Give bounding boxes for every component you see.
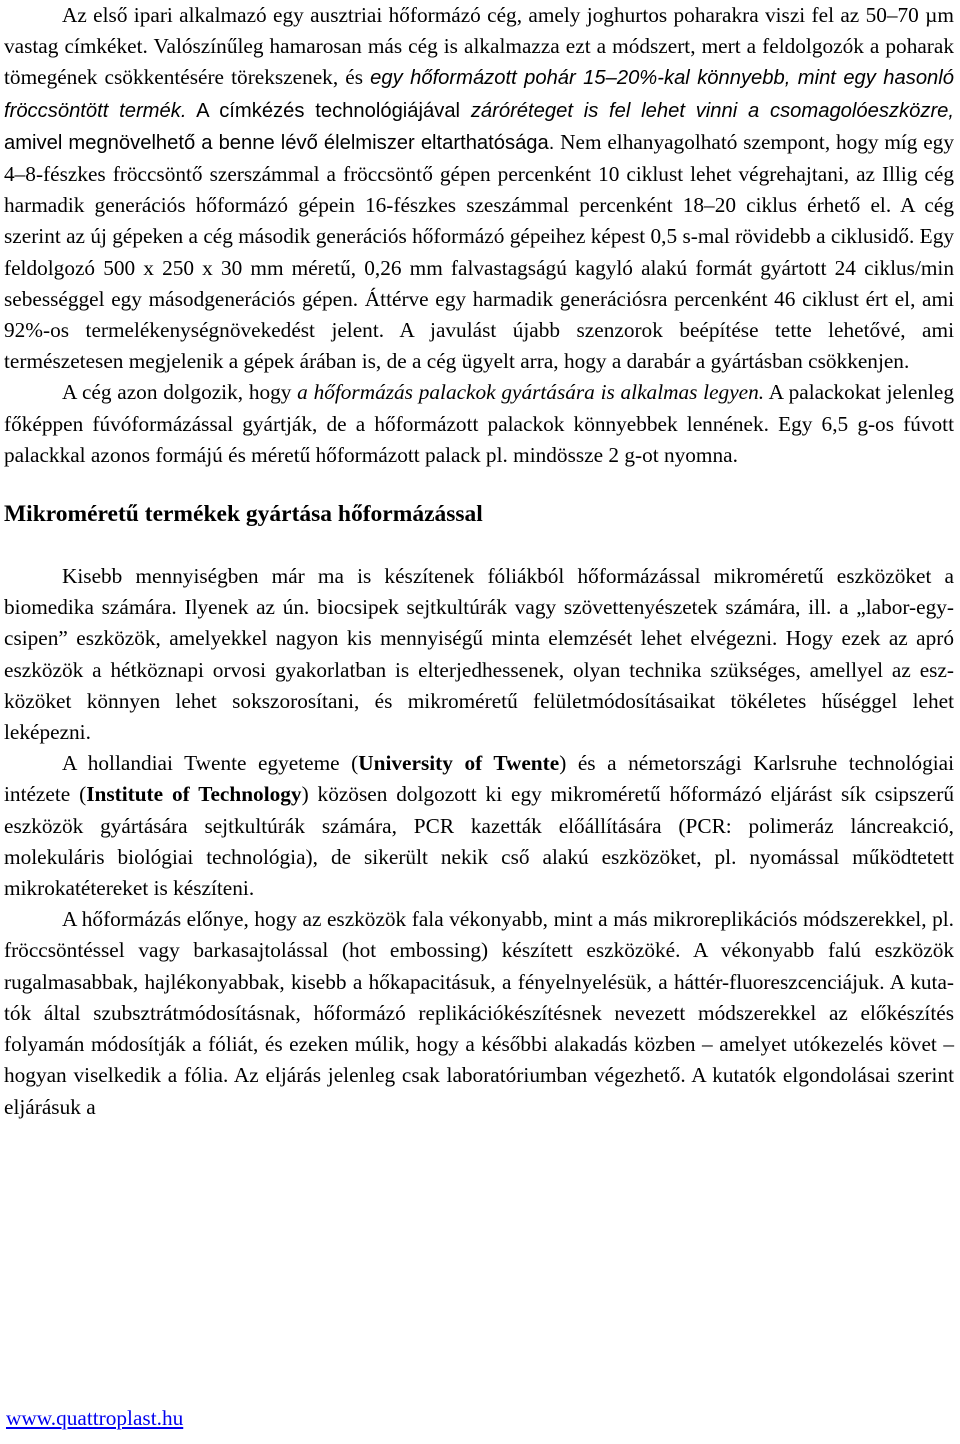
bold-university-of-twente: University of Twente: [358, 751, 560, 776]
text-run: Az első ipari alkalmazó egy ausztriai hőformázó cég, amely joghurtos poharakra viszi fel az 50–70 µm vastag címkéket. Valószínűleg hamarosan más cég is alkalmazza ezt a módszert, mert a feldolgozók a poharak tömegének csökkentésére törekszenek, és: [4, 3, 954, 90]
emphasis-barrier-layer: záróréteget is fel lehet vinni a csomagolóeszközre,: [470, 99, 955, 122]
section-heading: Mikroméretű termékek gyártása hőformázással: [4, 501, 483, 528]
paragraph-advantages: A hőformázás előnye, hogy az eszközök fala vékonyabb, mint a más mikroreplikációs módszerekkel, pl. fröccsöntéssel vagy barkasajtolással (hot embossing) készített eszközöké. A vékonyabb falú eszközök rugalmasabbak, hajlékonyabbak, kisebb a hőkapacitásuk, a fényelnyelésük, a háttér-fluoreszcenciájuk. A kutatók által szubsztrátmódosításnak, hőformázó replikációkészítésnek nevezett módszerekkel az előkészítés folyamán módosítják a fóliát, és ezeken múlik, hogy a későbbi alakadás közben – amelyet utókezelés követ – hogyan viselkedik a fólia. Az eljárás jelenleg csak laboratóriumban végezhető. A kutatók elgondolásai szerint eljárásuk a: [4, 907, 954, 1119]
paragraph-micro-intro: Kisebb mennyiségben már ma is készítenek fóliákból hőformázással mikroméretű eszközöket a biomedika számára. Ilyenek az ún. biocsipek sejtkultúrák vagy szövettenyészetek számára, ill. a „labor-egy-csipen” eszközök, amelyekkel nagyon kis mennyiségű minta elemzését lehet elvégezni. Hogy ezek az apró eszközök a hétköznapi orvosi gyakorlatban is elterjedhessenek, olyan technika szükséges, amellyel az eszközöket könnyen lehet sokszorosítani, és mikroméretű felületmódosításaikat tökéletes hűséggel lehet leképezni.: [4, 564, 954, 745]
text-run: Nem elhanyagolható szempont, hogy míg egy 4–8-fészkes fröccsöntő szerszámmal a fröccsöntő gépen percenként 10 ciklust lehet végrehajtani, az Illig cég harmadik generációs hőformázó gépein 16-fészkes szeszámmal percenként 18–20 ciklus érhető el. A cég szerint az új gépeken a cég második generációs hőformázó gépeihez képest 0,5 s-mal rövidebb a ciklusidő. Egy feldolgozó 500 x 250 x 30 mm méretű, 0,26 mm falvastagságú kagyló alakú formát gyártott 24 ciklus/min sebességgel egy másodgenerációs gépen. Áttérve egy harmadik generációsra percenként 46 ciklust ért el, ami 92%-os termelékenységnövekedést jelent. A javulást újabb szenzorok beépítése tette lehetővé, ami természetesen megjelenik a gépek árában is, de a cég ügyelt arra, hogy a darabár a gyártásban csökkenjen.: [4, 129, 954, 374]
text-run: A címkézés technológiájával: [186, 99, 471, 122]
text-run: amivel megnövelhető a benne lévő élelmiszer eltarthatósága.: [4, 131, 555, 154]
emphasis-lighter-cup: egy hőformázott pohár 15–20%-kal könnyebb, mint egy hasonló fröccsöntött termék.: [4, 67, 954, 122]
text-run: ) közösen dolgozott ki egy mikroméretű hőformázó eljárást sík csipszerű eszközök gyártására sejtkultúrák számára, PCR kazetták előállítására (PCR: polimeráz láncreakció, molekuláris biológiai technológia), de sikerült nekik cső alakú eszközöket, pl. nyomással működtetett mikrokatétereket is készíteni.: [4, 782, 954, 901]
paragraph-twente: [4, 748, 954, 904]
paragraph-bottles: [4, 377, 954, 471]
text-run: ) és a németországi Karlsruhe technológiai intézete (: [4, 751, 955, 807]
text-run: A palackokat jelenleg főképpen fúvóformázással gyártják, de a hőformázott palackok könnyebbek lennének. Egy 6,5 g-os fúvott palackkal azonos formájú és méretű hőformázott palack pl. mindössze 2 g-ot nyomna.: [4, 380, 955, 467]
text-run: A hollandiai Twente egyeteme (: [62, 751, 359, 776]
emphasis-bottles: a hőformázás palackok gyártására is alkalmas legyen.: [297, 380, 765, 405]
bold-institute-of-technology: Institute of Technology: [86, 782, 302, 807]
paragraph-labeling: [4, 0, 954, 377]
footer-website-link[interactable]: www.quattroplast.hu: [6, 1406, 184, 1430]
text-run: A cég azon dolgozik, hogy: [62, 380, 298, 405]
article-body: [4, 0, 954, 1123]
